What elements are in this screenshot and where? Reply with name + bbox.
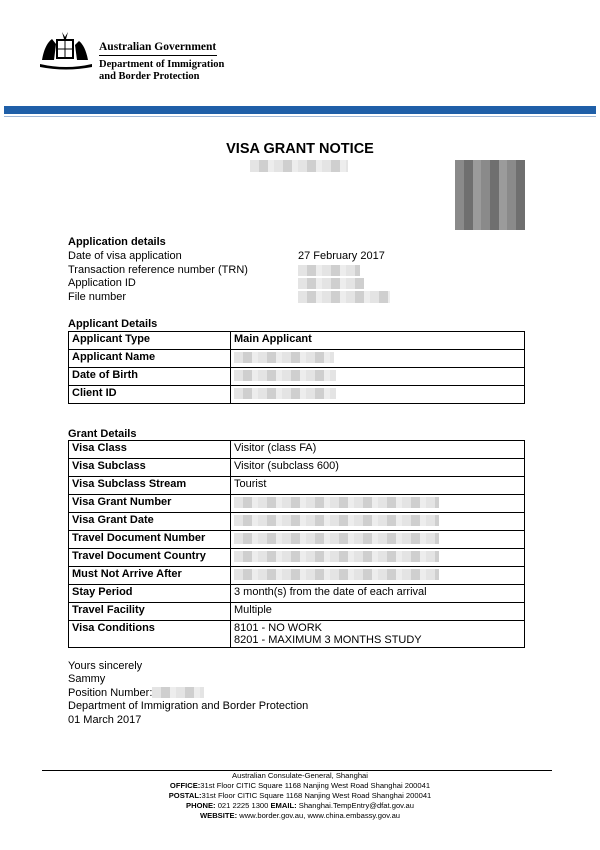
redacted-subtitle <box>250 160 348 172</box>
table-row <box>69 585 525 603</box>
redacted-value <box>231 368 525 386</box>
table-row <box>69 332 525 350</box>
row-value <box>231 621 525 648</box>
table-row <box>69 441 525 459</box>
row-label: Travel Document Country <box>69 549 231 567</box>
table-row <box>69 350 525 368</box>
table-row <box>69 368 525 386</box>
government-name: Australian Government <box>99 41 217 53</box>
table-row <box>69 549 525 567</box>
header-divider <box>99 55 217 56</box>
table-row <box>69 603 525 621</box>
row-value: Visitor (subclass 600) <box>231 459 525 477</box>
footer-consulate: Australian Consulate-General, Shanghai <box>232 771 368 780</box>
row-label: Client ID <box>69 386 231 404</box>
closing-block <box>68 660 308 727</box>
footer-website: WEBSITE: www.border.gov.au, www.china.embassy.gov.au <box>199 811 401 820</box>
redacted-trn <box>298 265 360 276</box>
department-line-2: and Border Protection <box>99 71 200 82</box>
table-row <box>69 477 525 495</box>
footer-contact: PHONE: 021 2225 1300 EMAIL: Shanghai.TempEntry@dfat.gov.au <box>186 801 414 810</box>
applicant-details-heading: Applicant Details <box>68 318 158 330</box>
row-value: 3 month(s) from the date of each arrival <box>231 585 525 603</box>
row-label: Stay Period <box>69 585 231 603</box>
row-label: Visa Subclass Stream <box>69 477 231 495</box>
footer <box>0 771 600 821</box>
application-details-labels <box>68 250 248 304</box>
table-row <box>69 531 525 549</box>
row-value: Visitor (class FA) <box>231 441 525 459</box>
table-row <box>69 567 525 585</box>
signatory-name: Sammy <box>68 673 106 686</box>
row-value: Multiple <box>231 603 525 621</box>
footer-office: OFFICE:31st Floor CITIC Square 1168 Nanjing West Road Shanghai 200041 <box>169 781 431 790</box>
redacted-value <box>231 567 525 585</box>
header-blue-bar <box>4 106 596 114</box>
redacted-application-id <box>298 278 364 289</box>
grant-details-heading: Grant Details <box>68 428 137 440</box>
closing-department: Department of Immigration and Border Protection <box>68 700 309 713</box>
grant-details-table <box>68 440 525 648</box>
redacted-value <box>231 495 525 513</box>
redacted-value <box>231 386 525 404</box>
salutation: Yours sincerely <box>68 660 143 672</box>
redacted-value <box>231 350 525 368</box>
header-blue-line <box>4 116 596 117</box>
row-label: Date of Birth <box>69 368 231 386</box>
row-label: Travel Document Number <box>69 531 231 549</box>
department-line-1: Department of Immigration <box>99 59 225 70</box>
table-row <box>69 621 525 648</box>
footer-email: Shanghai.TempEntry@dfat.gov.au <box>296 801 414 810</box>
row-label: Visa Conditions <box>69 621 231 648</box>
row-value: Main Applicant <box>231 332 525 350</box>
redacted-file-number <box>298 291 390 303</box>
footer-postal: POSTAL:31st Floor CITIC Square 1168 Nanjing West Road Shanghai 200041 <box>168 791 432 800</box>
row-label: Visa Subclass <box>69 459 231 477</box>
coat-of-arms-icon <box>40 30 92 72</box>
label-trn: Transaction reference number (TRN) <box>68 263 248 276</box>
label-application-id: Application ID <box>68 277 136 289</box>
row-label: Must Not Arrive After <box>69 567 231 585</box>
redacted-value <box>231 549 525 567</box>
table-row <box>69 459 525 477</box>
position-number <box>68 687 308 700</box>
row-label: Travel Facility <box>69 603 231 621</box>
table-row <box>69 513 525 531</box>
row-label: Applicant Type <box>69 332 231 350</box>
applicant-details-table <box>68 331 525 404</box>
position-number-label: Position Number: <box>68 686 153 699</box>
document-title: VISA GRANT NOTICE <box>226 141 374 157</box>
row-value: Tourist <box>231 477 525 495</box>
label-date-of-application: Date of visa application <box>68 250 182 262</box>
visa-condition-1: 8101 - NO WORK <box>234 622 323 634</box>
row-label: Visa Grant Date <box>69 513 231 531</box>
redacted-value <box>231 531 525 549</box>
row-label: Visa Grant Number <box>69 495 231 513</box>
row-label: Applicant Name <box>69 350 231 368</box>
application-details-heading: Application details <box>68 236 166 248</box>
value-date-of-application: 27 February 2017 <box>298 250 385 262</box>
visa-condition-2: 8201 - MAXIMUM 3 MONTHS STUDY <box>234 634 422 646</box>
label-file-number: File number <box>68 290 127 303</box>
row-label: Visa Class <box>69 441 231 459</box>
redacted-value <box>231 513 525 531</box>
table-row <box>69 495 525 513</box>
department-name <box>99 59 224 83</box>
table-row <box>69 386 525 404</box>
redacted-position-number <box>152 687 204 698</box>
redacted-photo <box>455 160 525 230</box>
closing-date: 01 March 2017 <box>68 713 142 726</box>
